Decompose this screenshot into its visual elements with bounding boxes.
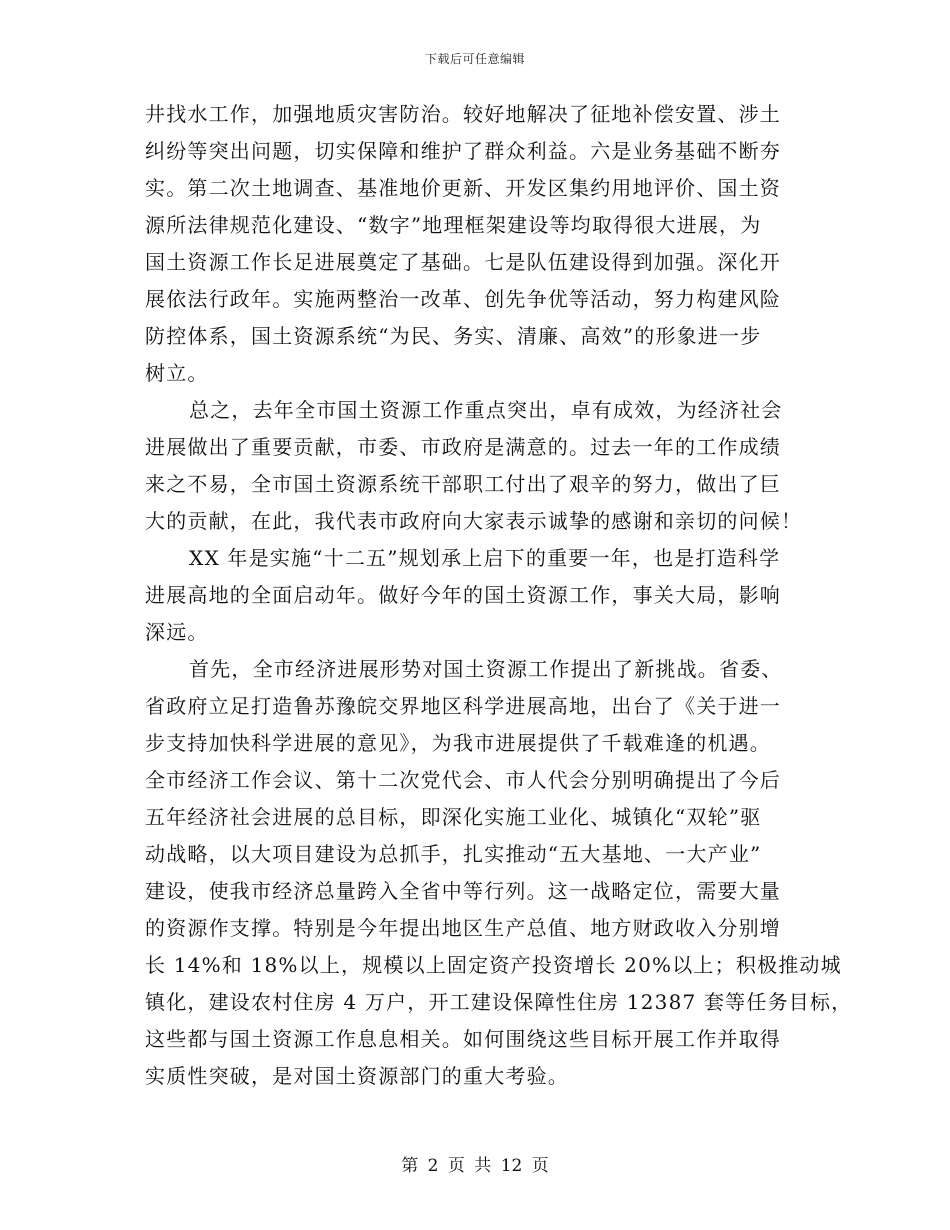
text-line: 长 14%和 18%以上，规模以上固定资产投资增长 20%以上；积极推动城 (145, 953, 842, 977)
text-line: 的资源作支撑。特别是今年提出地区生产总值、地方财政收入分别增 (145, 916, 781, 940)
paragraph-first-line: 首先，全市经济进展形势对国土资源工作提出了新挑战。省委、 (189, 657, 783, 681)
text-line: 源所法律规范化建设、“数字”地理框架建设等均取得很大进展，为 (145, 213, 762, 237)
text-line: 这些都与国土资源工作息息相关。如何围绕这些目标开展工作并取得 (145, 1027, 781, 1051)
text-line: 省政府立足打造鲁苏豫皖交界地区科学进展高地，出台了《关于进一 (145, 694, 781, 718)
text-line: 纠纷等突出问题，切实保障和维护了群众利益。六是业务基础不断夯 (145, 139, 781, 163)
page-number-footer: 第 2 页 共 12 页 (401, 1156, 549, 1176)
text-line: 进展做出了重要贡献，市委、市政府是满意的。过去一年的工作成绩 (145, 435, 781, 459)
paragraph-first-line: 总之，去年全市国土资源工作重点突出，卓有成效，为经济社会 (189, 398, 783, 422)
text-line: 国土资源工作长足进展奠定了基础。七是队伍建设得到加强。深化开 (145, 250, 781, 274)
text-line: 来之不易，全市国土资源系统干部职工付出了艰辛的努力，做出了巨 (145, 472, 781, 496)
text-line: 树立。 (145, 361, 209, 385)
document-body (145, 96, 853, 1095)
text-line: 进展高地的全面启动年。做好今年的国土资源工作，事关大局，影响 (145, 583, 781, 607)
paragraph-first-line: XX 年是实施“十二五”规划承上启下的重要一年，也是打造科学 (189, 546, 781, 570)
text-line: 全市经济工作会议、第十二次党代会、市人代会分别明确提出了今后 (145, 768, 781, 792)
text-line: 实质性突破，是对国土资源部门的重大考验。 (145, 1064, 569, 1088)
page-header-note: 下载后可任意编辑 (424, 52, 525, 66)
text-line: 深远。 (145, 620, 209, 644)
text-line: 大的贡献，在此，我代表市政府向大家表示诚挚的感谢和亲切的问候！ (145, 509, 803, 533)
text-line: 镇化，建设农村住房 4 万户，开工建设保障性住房 12387 套等任务目标， (145, 990, 853, 1014)
text-line: 建设，使我市经济总量跨入全省中等行列。这一战略定位，需要大量 (145, 879, 781, 903)
text-line: 步支持加快科学进展的意见》，为我市进展提供了千载难逢的机遇。 (145, 731, 771, 755)
text-line: 防控体系，国土资源系统“为民、务实、清廉、高效”的形象进一步 (145, 324, 762, 348)
text-line: 井找水工作，加强地质灾害防治。较好地解决了征地补偿安置、涉土 (145, 102, 781, 126)
text-line: 五年经济社会进展的总目标，即深化实施工业化、城镇化“双轮”驱 (145, 805, 762, 829)
text-line: 展依法行政年。实施两整治一改革、创先争优等活动，努力构建风险 (145, 287, 781, 311)
text-line: 实。第二次土地调查、基准地价更新、开发区集约用地评价、国土资 (145, 176, 781, 200)
text-line: 动战略，以大项目建设为总抓手，扎实推动“五大基地、一大产业” (145, 842, 762, 866)
